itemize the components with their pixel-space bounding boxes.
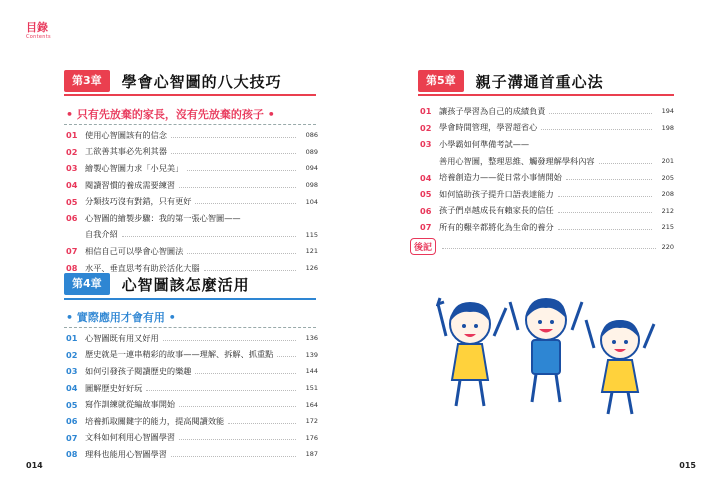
toc-entry-number: 06 <box>420 205 432 216</box>
toc-leader <box>179 439 296 440</box>
chapter-4-badge: 第4章 <box>64 273 110 295</box>
toc-leader <box>558 229 652 230</box>
toc-entry-title: 水平、垂直思考有助於活化大腦 <box>85 262 200 273</box>
toc-entry-title: 閱讀習慣的養成需要練習 <box>85 179 176 190</box>
toc-leader <box>171 456 296 457</box>
toc-entry-page: 194 <box>661 107 674 116</box>
chapter-4-subtitle: • 實際應用才會有用 • <box>66 311 176 324</box>
afterword-row <box>410 238 674 255</box>
toc-entry-title: 相信自己可以學會心智圖法 <box>85 245 184 256</box>
toc-entry <box>420 203 674 220</box>
chapter-5-list <box>420 103 674 236</box>
toc-entry-title: 小學霸如何準備考試—— <box>439 138 530 149</box>
toc-entry <box>66 330 318 347</box>
toc-entry-page: 098 <box>305 181 318 190</box>
toc-entry-title: 培養抓取關鍵字的能力，提高閱讀效能 <box>85 415 225 426</box>
chapter-4-heading <box>64 273 250 295</box>
afterword-page: 220 <box>661 242 674 251</box>
toc-entry-number: 01 <box>66 333 78 344</box>
toc-entry-title: 理科也能用心智圖學習 <box>85 448 167 459</box>
toc-entry <box>420 103 674 120</box>
toc-entry <box>66 446 318 463</box>
toc-entry-title: 心智圖既有用又好用 <box>85 332 159 343</box>
contents-subtitle: Contents <box>26 34 51 40</box>
toc-entry-page: 089 <box>305 147 318 156</box>
afterword-leader <box>442 248 656 249</box>
toc-entry-page: 151 <box>305 384 318 393</box>
toc-entry-title: 繪製心智圖力求「小兒美」 <box>85 162 184 173</box>
toc-entry-page: 094 <box>305 164 318 173</box>
kids-illustration <box>436 296 658 418</box>
toc-entry-number: 08 <box>66 263 78 274</box>
toc-entry-title: 圖解歷史好好玩 <box>85 382 143 393</box>
toc-entry-page: 139 <box>305 350 318 359</box>
toc-entry-number: 05 <box>66 196 78 207</box>
toc-entry-page: 215 <box>661 223 674 232</box>
toc-entry-page: 212 <box>661 206 674 215</box>
toc-entry-page: 144 <box>305 367 318 376</box>
toc-leader <box>549 113 652 114</box>
chapter-5-badge: 第5章 <box>418 70 464 92</box>
toc-entry-page: 205 <box>661 173 674 182</box>
toc-leader <box>122 236 296 237</box>
toc-entry-title: 如何協助孩子提升口語表達能力 <box>439 188 554 199</box>
toc-entry <box>66 430 318 447</box>
toc-entry-title: 歷史就是一連串精彩的故事——理解、拆解、抓重點 <box>85 349 274 360</box>
toc-entry-page: 164 <box>305 400 318 409</box>
toc-entry-number: 07 <box>66 432 78 443</box>
toc-entry-title: 讓孩子學習為自己的成績負責 <box>439 105 546 116</box>
toc-entry-title: 工欲善其事必先利其器 <box>85 146 167 157</box>
toc-entry-title: 培養創造力——從日常小事情開始 <box>439 172 562 183</box>
toc-entry-number: 01 <box>66 130 78 141</box>
toc-entry-number: 06 <box>66 213 78 224</box>
toc-entry-page: 176 <box>305 433 318 442</box>
toc-entry-title: 分類技巧沒有對錯，只有更好 <box>85 196 192 207</box>
chapter-3-list <box>66 127 318 276</box>
chapter-4-divider <box>64 327 316 328</box>
toc-entry-number: 03 <box>66 163 78 174</box>
chapter-4-rule <box>64 298 316 300</box>
toc-entry-title: 如何引發孩子閱讀歷史的樂趣 <box>85 365 192 376</box>
toc-entry-page: 208 <box>661 190 674 199</box>
toc-entry-number: 04 <box>66 180 78 191</box>
toc-leader <box>163 340 296 341</box>
toc-entry-number: 03 <box>420 139 432 150</box>
toc-entry-title: 使用心智圖該有的信念 <box>85 129 167 140</box>
toc-leader <box>179 187 296 188</box>
toc-entry <box>66 144 318 161</box>
kid-right-figure <box>586 320 654 414</box>
toc-entry-title: 孩子們卓越成長有賴家長的信任 <box>439 205 554 216</box>
chapter-3-badge: 第3章 <box>64 70 110 92</box>
toc-entry-number: 07 <box>66 246 78 257</box>
toc-entry-number: 04 <box>420 172 432 183</box>
chapter-3-subtitle: • 只有先放棄的家長，沒有先放棄的孩子 • <box>66 108 275 121</box>
kid-middle-figure <box>510 298 582 402</box>
toc-leader <box>146 390 296 391</box>
toc-leader <box>558 212 652 213</box>
toc-entry-number: 04 <box>66 383 78 394</box>
toc-entry-number: 03 <box>66 366 78 377</box>
toc-leader <box>541 129 652 130</box>
page-number-right: 015 <box>679 461 696 470</box>
chapter-3-rule <box>64 94 316 96</box>
toc-entry <box>420 186 674 203</box>
contents-header <box>26 22 51 40</box>
toc-entry-number: 01 <box>420 106 432 117</box>
toc-entry <box>66 347 318 364</box>
chapter-3-divider <box>64 124 316 125</box>
toc-leader <box>171 153 296 154</box>
toc-entry-page: 086 <box>305 131 318 140</box>
toc-entry-page: 104 <box>305 197 318 206</box>
toc-leader <box>599 163 652 164</box>
chapter-5-title: 親子溝通首重心法 <box>475 72 604 91</box>
toc-entry-title: 心智圖的繪製步驟：我的第一張心智圖—— <box>85 212 241 223</box>
toc-entry-number: 05 <box>420 189 432 200</box>
toc-entry <box>420 136 674 153</box>
chapter-3-title: 學會心智圖的八大技巧 <box>121 72 282 91</box>
toc-entry-number: 02 <box>66 349 78 360</box>
toc-entry-page: 121 <box>305 247 318 256</box>
toc-entry <box>420 153 674 170</box>
toc-leader <box>228 423 296 424</box>
toc-entry-page: 115 <box>305 230 318 239</box>
toc-entry-title: 善用心智圖，整理思維、觸發理解學科內容 <box>439 155 595 166</box>
toc-entry-number: 05 <box>66 399 78 410</box>
toc-leader <box>195 373 296 374</box>
toc-entry <box>66 210 318 227</box>
toc-entry <box>66 177 318 194</box>
toc-entry <box>420 120 674 137</box>
toc-entry <box>66 193 318 210</box>
chapter-5-rule <box>418 94 674 96</box>
kid-left-figure <box>438 298 506 406</box>
chapter-4-list <box>66 330 318 463</box>
toc-leader <box>566 179 652 180</box>
toc-entry-number: 02 <box>66 146 78 157</box>
toc-entry-number: 06 <box>66 416 78 427</box>
toc-entry <box>66 227 318 244</box>
toc-leader <box>187 170 296 171</box>
toc-entry-page: 126 <box>305 264 318 273</box>
toc-entry <box>66 127 318 144</box>
toc-entry-title: 自我介紹 <box>85 229 118 240</box>
chapter-5-heading <box>418 70 604 92</box>
toc-leader <box>277 356 296 357</box>
toc-leader <box>558 196 652 197</box>
toc-entry-title: 所有的艱辛都將化為生命的養分 <box>439 221 554 232</box>
toc-entry <box>66 243 318 260</box>
toc-entry <box>66 380 318 397</box>
toc-leader <box>204 270 296 271</box>
toc-leader <box>171 137 296 138</box>
toc-entry-number: 02 <box>420 122 432 133</box>
toc-leader <box>195 203 296 204</box>
toc-entry <box>420 169 674 186</box>
toc-entry <box>66 160 318 177</box>
toc-entry-page: 136 <box>305 334 318 343</box>
toc-entry-page: 198 <box>661 123 674 132</box>
toc-entry <box>66 413 318 430</box>
chapter-4-title: 心智圖該怎麼活用 <box>121 275 250 294</box>
chapter-3-heading <box>64 70 282 92</box>
contents-title: 目錄 <box>26 21 48 34</box>
toc-entry <box>420 219 674 236</box>
page-number-left: 014 <box>26 461 43 470</box>
toc-entry-number: 08 <box>66 449 78 460</box>
toc-entry <box>66 363 318 380</box>
toc-entry-number: 07 <box>420 222 432 233</box>
toc-entry-title: 寫作訓練就從編故事開始 <box>85 399 176 410</box>
afterword-label: 後記 <box>410 238 436 255</box>
toc-entry-title: 文科如何利用心智圖學習 <box>85 432 176 443</box>
toc-entry-page: 187 <box>305 450 318 459</box>
toc-leader <box>179 406 296 407</box>
toc-entry-page: 172 <box>305 417 318 426</box>
toc-entry <box>66 396 318 413</box>
toc-leader <box>187 253 296 254</box>
toc-entry-title: 學會時間管理，學習超省心 <box>439 122 538 133</box>
toc-entry-page: 201 <box>661 157 674 166</box>
